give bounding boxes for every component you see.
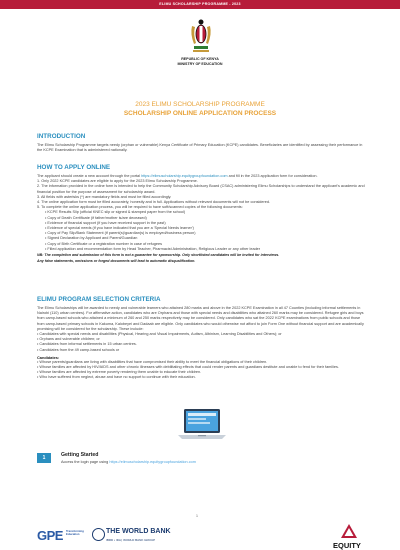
list-item: 1. Only 2022 KCPE candidates are eligible to apply for the 2023 Elimu Scholarship Programme. xyxy=(37,179,198,184)
banner-text: ELIMU SCHOLARSHIP PROGRAMME - 2023 xyxy=(159,2,241,6)
list-item: • Filled application and recommendation form by Head Teacher, Pharmacist Administration, Religious Leader or any other leader xyxy=(45,246,261,251)
list-item: • Signed Declaration by Applicant and Parent/Guardian xyxy=(45,236,138,241)
selection-criteria-section xyxy=(37,296,367,381)
equity-logo-mark xyxy=(341,524,357,538)
list-item: • Whose families are affected by HIV/AIDS and other chronic illnesses with debilitating effects that could render parents and guardians destitute and unable to fend for their families. xyxy=(37,365,339,370)
getting-started-step xyxy=(37,451,367,469)
laptop-illustration xyxy=(172,405,232,445)
introduction-section xyxy=(37,133,367,153)
ministry-line1: REPUBLIC OF KENYA xyxy=(181,57,219,61)
gpe-tagline-line2: Education xyxy=(66,532,80,537)
list-item: 5. To complete the online application process, you will be required to have soft/scanned copies of the following documents: xyxy=(37,205,243,210)
world-bank-globe-icon xyxy=(92,528,105,541)
list-item: • Orphans and vulnerable children; or xyxy=(37,337,100,342)
getting-started-text xyxy=(61,460,196,464)
getting-started-title: Getting Started xyxy=(61,452,99,458)
how-to-apply-heading: HOW TO APPLY ONLINE xyxy=(37,164,111,171)
world-bank-subtitle: IBRD • IDA | WORLD BANK GROUP xyxy=(106,538,156,542)
gpe-tagline xyxy=(66,530,84,537)
ministry-line2: MINISTRY OF EDUCATION xyxy=(177,62,223,66)
document-title xyxy=(0,100,400,118)
apply-steps-list xyxy=(37,179,367,210)
login-page-link[interactable]: https://elimuscholarship.equitygroupfoundation.com xyxy=(109,460,196,464)
candidates-list xyxy=(37,360,367,381)
note-guarantee: NB: The completion and submission of this form is not a guarantee for sponsorship. Only shortlisted candidates will be invited for interviews. xyxy=(37,253,280,258)
list-item: • Candidates from the 49 camp-based schools or xyxy=(37,347,120,352)
top-banner xyxy=(0,0,400,9)
selection-criteria-heading: ELIMU PROGRAM SELECTION CRITERIA xyxy=(37,296,161,303)
list-item: • Evidence of financial support (if you have received support in the past) xyxy=(45,220,166,225)
introduction-heading: INTRODUCTION xyxy=(37,133,86,140)
lead-text-before: The applicant should create a new account through the portal xyxy=(37,174,142,178)
getting-started-text-before: Access the login page using xyxy=(61,460,110,464)
equity-logo: EQUITY xyxy=(333,541,361,550)
list-item: • Evidence of special needs (if you have indicated that you are a 'Special Needs learner') xyxy=(45,226,194,231)
list-item: 2. The information provided in the online form is intended to help the Community Scholarship Advisory Board (CSAC) administering Elimu Scholarships to understand the applicant's academic and financial position for the purpose of assessment for scholarship award. xyxy=(37,184,365,194)
world-bank-logo: THE WORLD BANK xyxy=(106,528,171,535)
how-to-apply-section xyxy=(37,164,367,264)
list-item: • Candidates from informal settlements in 15 urban centres. xyxy=(37,342,137,347)
list-item: • Copy of Death Certificate (if father/mother is/are deceased) xyxy=(45,215,147,220)
list-item: • Who have suffered from neglect, abuse and have no support to continue with their education. xyxy=(37,375,196,380)
gpe-logo: GPE xyxy=(37,528,63,543)
gpe-tagline-line1: Transforming xyxy=(66,529,84,533)
kenya-coat-of-arms-logo xyxy=(188,16,214,56)
candidates-label: Candidates: xyxy=(37,354,60,360)
list-item: • Whose families are affected by extreme poverty rendering them unable to educate their children. xyxy=(37,370,202,375)
lead-text-after: and fill in the 2023 application form for consideration. xyxy=(227,174,318,178)
required-documents-list xyxy=(37,210,367,252)
portal-link[interactable]: https://elimuscholarship.equitygroupfoundation.com xyxy=(141,174,228,178)
list-item: • Copy of Birth Certificate or a registration number in case of refugees xyxy=(45,241,162,246)
eligible-groups-list xyxy=(37,332,367,353)
page-number: 1 xyxy=(196,514,198,518)
list-item: • Candidates with special needs and disabilities (Physical, Hearing and Visual Impairments, Autism, Albinism, Learning Disabilities and Others); or xyxy=(37,332,282,337)
note-disqualification: Any false statements, omissions or forged documents will lead to automatic disqualification. xyxy=(37,259,196,264)
title-line2: SCHOLARSHIP ONLINE APPLICATION PROCESS xyxy=(123,110,277,117)
list-item: • KCPE Results Slip (official KNEC slip or signed & stamped paper from the school) xyxy=(45,210,186,215)
selection-criteria-text: The Elimu Scholarships will be awarded to needy and vulnerable learners who attained 280 marks and above in the 2022 KCPE Examination in all 47 Counties (including informal settlements in Nairobi (110) urban centres). For affirmative action, candidates who are Orphans and those with special needs and disabilities who attained 260 marks may be considered. Refugee girls and boys from camp-based schools who attained a minimum of 260 and 250 marks respectively may be considered. Only candidates who sat the 2022 KCPE examinations from public schools and those from camp-based primary schools in Kakuma, Kalobeyei and Dadaab are eligible. Only candidates who would otherwise not afford to join Form One without financial support and are academically promising will be considered for the scholarship. These include: xyxy=(37,306,364,331)
list-item: 3. All fields with asterisks (*) are mandatory fields and must be filled accordingly. xyxy=(37,194,172,199)
list-item: • Whose parents/guardians are living with disabilities that have compromised their ability to meet the financial obligations of their children. xyxy=(37,359,268,364)
list-item: 4. The online application form must be filled accurately, honestly and in full. Applications without relevant documents will not be considered. xyxy=(37,200,271,205)
ministry-label xyxy=(0,57,400,67)
introduction-text: The Elimu Scholarship Programme targets needy (orphan or vulnerable) Kenya Certificate of Primary Education (KCPE) candidates. Beneficiaries are identified by assessing their performance in the KCPE Examination that is administered nationally. xyxy=(37,143,363,153)
list-item: • Copy of Pay Slip/Bank Statement (if parent(s)/guardian(s) is employed/business person) xyxy=(45,231,196,236)
step-number-badge: 1 xyxy=(37,453,51,463)
title-line1: 2023 ELIMU SCHOLARSHIP PROGRAMME xyxy=(135,101,265,108)
